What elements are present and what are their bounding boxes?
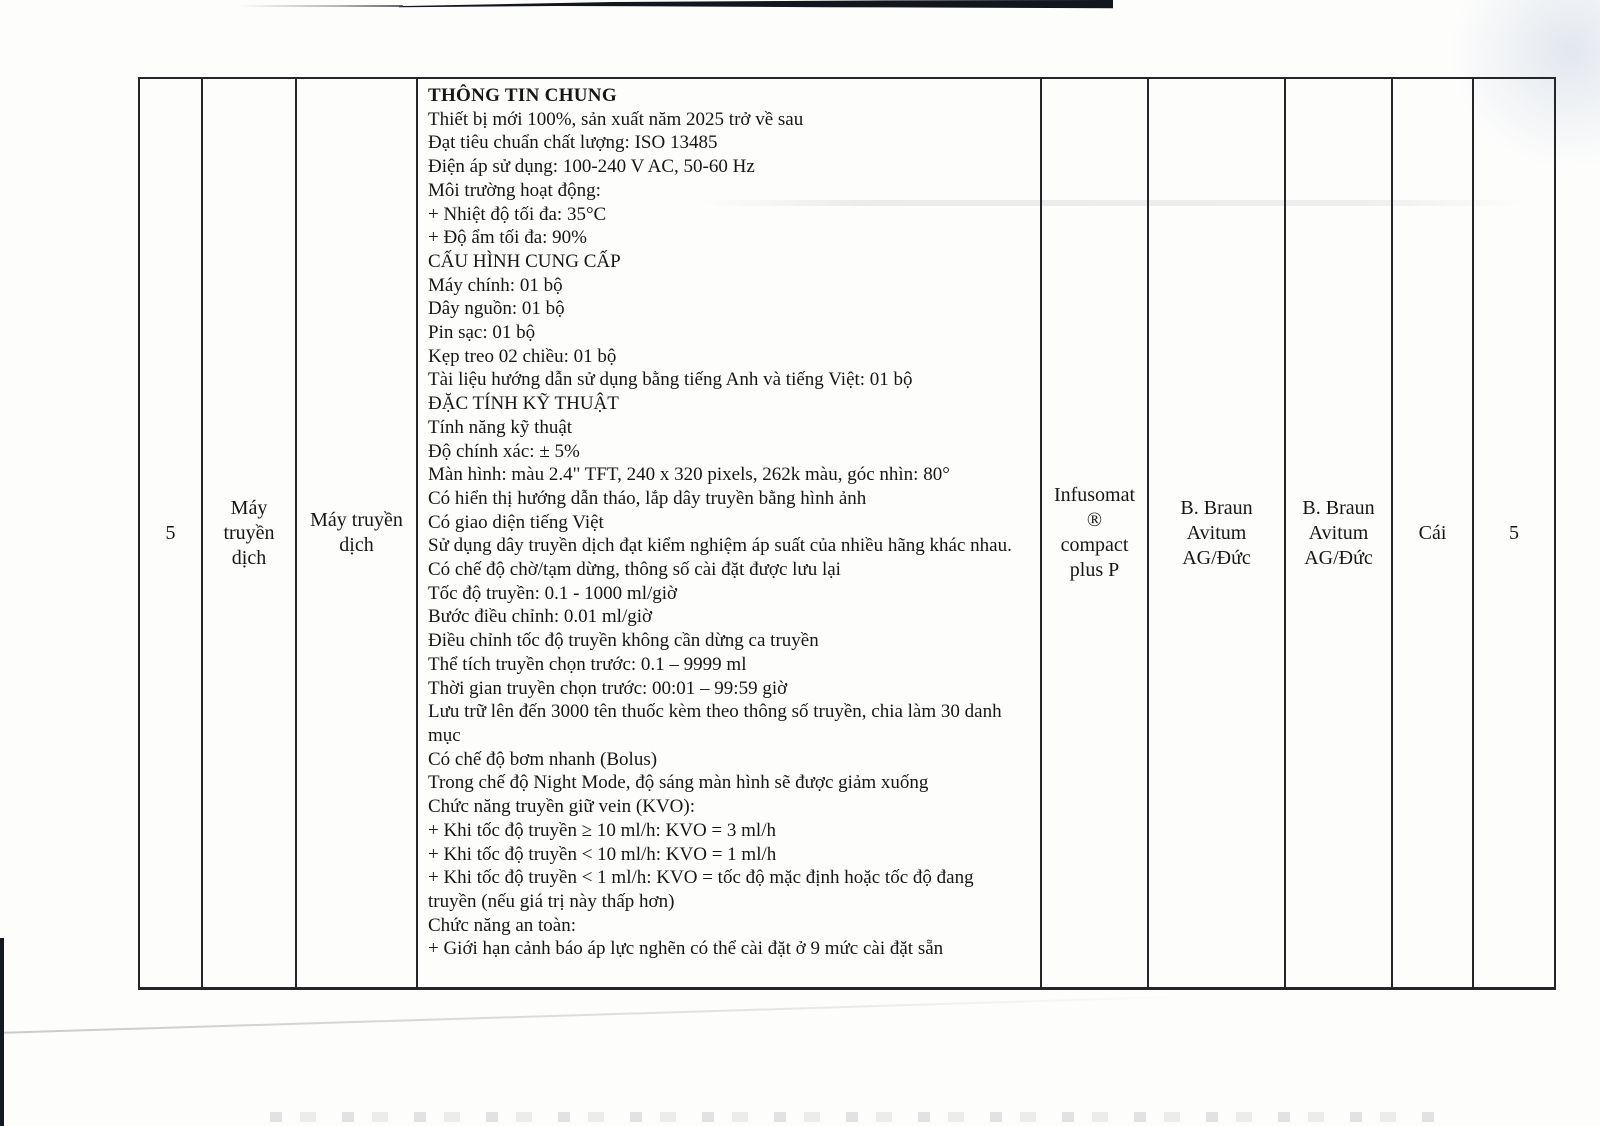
spec-line: Có giao diện tiếng Việt: [428, 511, 604, 533]
manufacturer-line: Avitum: [1186, 521, 1247, 544]
spec-line: Chức năng truyền giữ vein (KVO):: [428, 796, 696, 818]
model-line: plus P: [1069, 559, 1120, 581]
spec-line: + Khi tốc độ truyền ≥ 10 ml/h: KVO = 3 ml/h: [428, 819, 776, 841]
model-line: compact: [1060, 534, 1129, 556]
spec-line: Có hiển thị hướng dẫn tháo, lắp dây truyền bằng hình ảnh: [428, 487, 867, 509]
spec-line: Lưu trữ lên đến 3000 tên thuốc kèm theo thông số truyền, chia làm 30 danh mục: [428, 701, 1002, 746]
stt-value: 5: [165, 521, 176, 544]
cell-specifications: [418, 79, 1042, 987]
cell-goods-name: [297, 79, 418, 987]
spec-line: Trong chế độ Night Mode, độ sáng màn hình sẽ được giảm xuống: [428, 772, 929, 794]
manufacturer-line: AG/Đức: [1182, 546, 1251, 569]
manufacturer-line: B. Braun: [1180, 496, 1253, 519]
spec-line: + Độ ẩm tối đa: 90%: [428, 227, 587, 249]
spec-line: + Nhiệt độ tối đa: 35°C: [428, 203, 607, 225]
scan-artifact-top-line-tail: [238, 5, 403, 7]
owner-line: Avitum: [1308, 521, 1369, 544]
scan-artifact-diagonal-line: [0, 995, 1194, 1034]
spec-line: Tính năng kỹ thuật: [428, 416, 573, 438]
goods-name-value: Máy truyền dịch: [310, 509, 403, 556]
spec-line: CẤU HÌNH CUNG CẤP: [428, 250, 621, 272]
spec-line: Có chế độ bơm nhanh (Bolus): [428, 748, 658, 770]
spec-line: Có chế độ chờ/tạm dừng, thông số cài đặt được lưu lại: [428, 559, 841, 581]
spec-line: Đạt tiêu chuẩn chất lượng: ISO 13485: [428, 132, 718, 154]
spec-line: + Khi tốc độ truyền < 1 ml/h: KVO = tốc độ mặc định hoặc tốc độ đang truyền (nếu giá trị này thấp hơn): [428, 867, 974, 912]
spec-line: Dây nguồn: 01 bộ: [428, 298, 565, 320]
equipment-spec-table: [138, 77, 1556, 990]
quantity-value: 5: [1509, 521, 1519, 544]
cell-owner: [1286, 79, 1393, 987]
spec-line: Máy chính: 01 bộ: [428, 274, 563, 296]
scan-artifact-bottom-noise: [270, 1112, 1440, 1122]
spec-line: Điện áp sử dụng: 100-240 V AC, 50-60 Hz: [428, 156, 755, 178]
spec-line: Bước điều chỉnh: 0.01 ml/giờ: [428, 606, 653, 628]
owner-line: B. Braun: [1302, 496, 1375, 519]
spec-line: Sử dụng dây truyền dịch đạt kiểm nghiệm áp suất của nhiều hãng khác nhau.: [428, 535, 1012, 557]
scan-artifact-left-edge: [0, 938, 4, 1126]
cell-device-name: [203, 79, 297, 987]
model-line: ®: [1086, 509, 1103, 531]
cell-model: [1042, 79, 1149, 987]
spec-line: Độ chính xác: ± 5%: [428, 440, 580, 462]
spec-line: Thời gian truyền chọn trước: 00:01 – 99:59 giờ: [428, 677, 788, 699]
cell-quantity: [1474, 79, 1554, 987]
spec-line: Tốc độ truyền: 0.1 - 1000 ml/giờ: [428, 582, 678, 604]
cell-stt: [140, 79, 203, 987]
spec-line: ĐẶC TÍNH KỸ THUẬT: [428, 393, 619, 415]
spec-line: Điều chỉnh tốc độ truyền không cần dừng ca truyền: [428, 630, 819, 652]
spec-line: Tài liệu hướng dẫn sử dụng bằng tiếng Anh và tiếng Việt: 01 bộ: [428, 369, 913, 391]
scan-artifact-top-line: [399, 0, 1113, 9]
spec-line: + Khi tốc độ truyền < 10 ml/h: KVO = 1 ml/h: [428, 843, 777, 865]
spec-line: Màn hình: màu 2.4" TFT, 240 x 320 pixels, 262k màu, góc nhìn: 80°: [428, 464, 950, 486]
owner-line: AG/Đức: [1304, 546, 1373, 569]
cell-unit: [1393, 79, 1474, 987]
spec-line: Chức năng an toàn:: [428, 914, 577, 936]
spec-line: Pin sạc: 01 bộ: [428, 322, 536, 344]
spec-line: Thể tích truyền chọn trước: 0.1 – 9999 ml: [428, 653, 747, 675]
spec-line: THÔNG TIN CHUNG: [428, 85, 617, 106]
spec-line: Kẹp treo 02 chiều: 01 bộ: [428, 345, 617, 367]
spec-line: + Giới hạn cảnh báo áp lực nghẽn có thể cài đặt ở 9 mức cài đặt sẵn: [428, 938, 944, 960]
spec-line: Môi trường hoạt động:: [428, 179, 601, 201]
cell-manufacturer: [1149, 79, 1286, 987]
spec-line: Thiết bị mới 100%, sản xuất năm 2025 trở về sau: [428, 108, 804, 130]
unit-value: Cái: [1418, 521, 1447, 544]
device-name-value: Máy truyền dịch: [223, 496, 275, 569]
model-line: Infusomat: [1053, 484, 1136, 506]
